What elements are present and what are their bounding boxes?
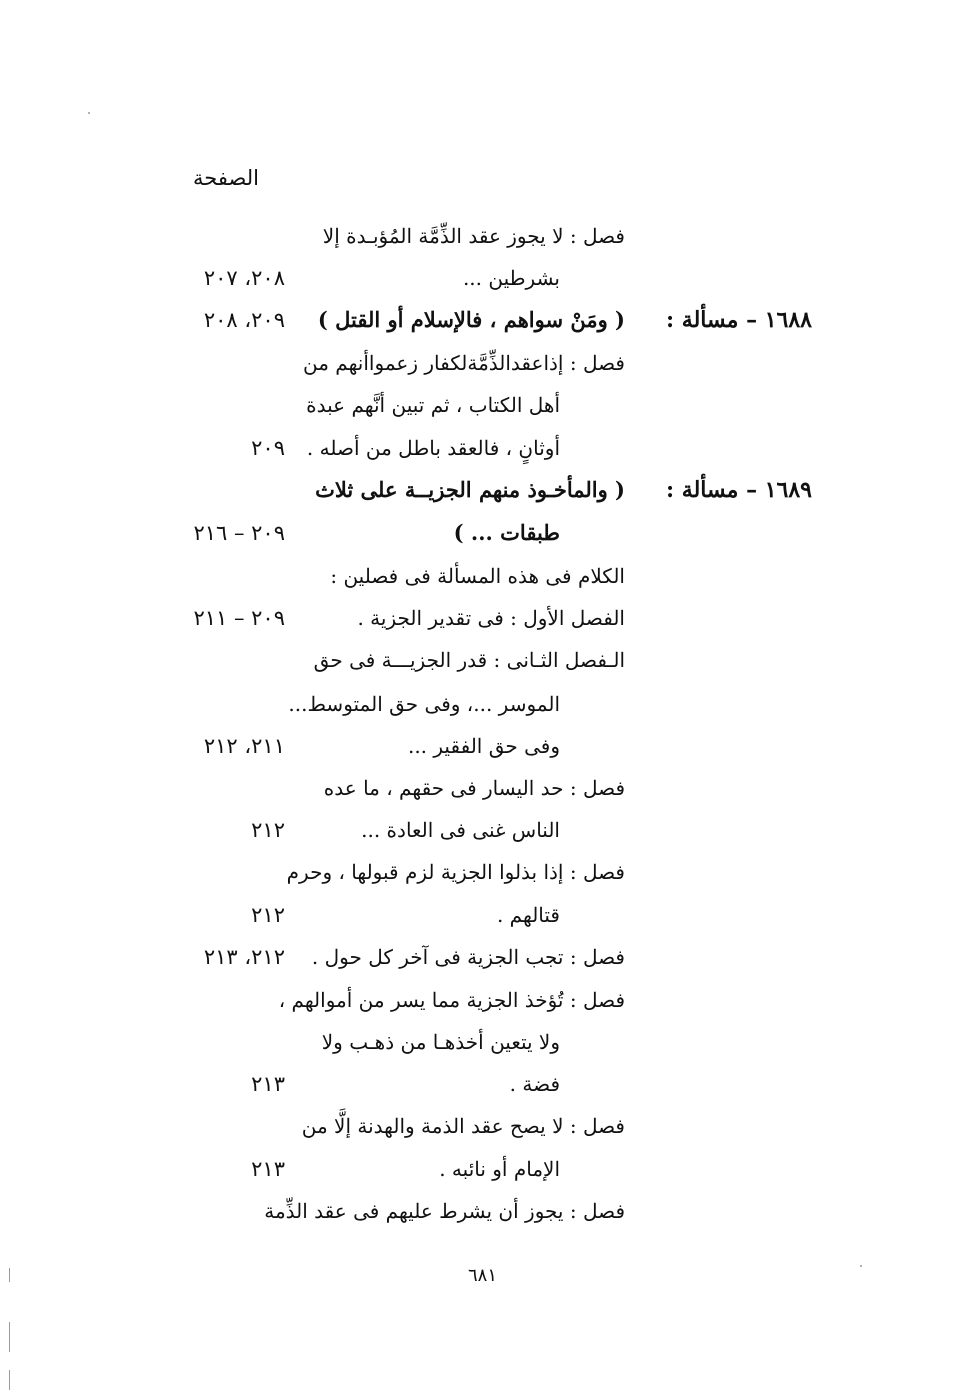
entry-text: الـفصل الثـانى : قدر الجزيـــة فى حق [313, 648, 625, 672]
entry-text: فصل : لا يصح عقد الذمة والهدنة إلَّا من [301, 1114, 625, 1138]
entry-text: فصل : حد اليسار فى حقهم ، ما عده [323, 776, 625, 800]
index-row [0, 513, 965, 553]
index-row [0, 258, 965, 298]
index-row [0, 768, 965, 808]
page-ref: ٢٠٩ – ٢١١ [193, 606, 285, 630]
entry-text: الناس غنى فى العادة ... [361, 818, 560, 842]
index-row [0, 810, 965, 850]
index-row [0, 1064, 965, 1104]
entry-text: فصل : إذا بذلوا الجزية لزم قبولها ، وحرم [286, 860, 625, 884]
index-row [0, 980, 965, 1020]
entry-text: بشرطين ... [462, 266, 560, 290]
scan-speck [860, 1265, 862, 1267]
entry-text: فصل : إذاعقدالذِّمَّةلكفار زعمواأنهم من [302, 351, 625, 375]
page-number: ٦٨١ [467, 1265, 497, 1286]
entry-text: وفى حق الفقير ... [407, 734, 560, 758]
index-row [0, 1149, 965, 1189]
entry-text: ( والمأخـوذ منهم الجزيــة على ثلاث [315, 477, 625, 502]
page-ref: ٢١٢ [251, 818, 285, 842]
index-row [0, 385, 965, 425]
index-row [0, 343, 965, 383]
index-row [0, 300, 965, 340]
entry-text: ( ومَنْ سواهم ، فالإسلام أو القتل ) [317, 307, 625, 332]
page-ref: ٢١٣ [251, 1072, 285, 1096]
question-number: ١٦٨٨ – مسألة : [666, 307, 812, 333]
entry-text: الفصل الأول : فى تقدير الجزية . [357, 606, 625, 630]
entry-text: أهل الكتاب ، ثم تبين أنَّهم عبدة [306, 393, 560, 417]
index-row [0, 470, 965, 510]
index-row [0, 640, 965, 680]
page-ref: ٢١٣ [251, 1157, 285, 1181]
page-ref: ٢١٢، ٢١٣ [203, 945, 285, 969]
index-row [0, 1106, 965, 1146]
page-ref: ٢٠٩ [251, 436, 285, 460]
entry-text: الإمام أو نائبه . [439, 1157, 560, 1181]
page-ref: ٢١٢ [251, 903, 285, 927]
page-ref: ٢٠٩ – ٢١٦ [193, 521, 285, 545]
entry-text: الكلام فى هذه المسألة فى فصلين : [330, 564, 625, 588]
entry-text: فصل : يجوز أن يشرط عليهم فى عقد الذِّمة [264, 1199, 625, 1223]
page-column-header: الصفحة [193, 166, 259, 190]
index-row [0, 1022, 965, 1062]
page-ref: ٢١١، ٢١٢ [203, 734, 285, 758]
index-row [0, 598, 965, 638]
index-row [0, 684, 965, 724]
entry-text: أوثانٍ ، فالعقد باطل من أصله . [306, 436, 560, 460]
scan-margin-line [9, 1268, 10, 1282]
entry-text: الموسر ...، وفى حق المتوسط... [288, 692, 560, 716]
entry-text: قتالهم . [496, 903, 560, 927]
page-ref: ٢٠٨، ٢٠٧ [203, 266, 285, 290]
index-row [0, 428, 965, 468]
entry-text: فصل : تجب الجزية فى آخر كل حول . [311, 945, 625, 969]
entry-text: فصل : لا يجوز عقد الذِّمَّة المُؤبـدة إلا [322, 224, 625, 248]
entry-text: فصل : تُؤخذ الجزية مما يسر من أموالهم ، [278, 988, 625, 1012]
entry-text: فضة . [509, 1072, 560, 1096]
index-row [0, 937, 965, 977]
index-row [0, 726, 965, 766]
entry-text: ولا يتعين أخذهـا من ذهـب ولا [321, 1030, 560, 1054]
index-row [0, 556, 965, 596]
index-row [0, 1191, 965, 1231]
question-number: ١٦٨٩ – مسألة : [666, 477, 812, 503]
scan-margin-line [9, 1322, 10, 1352]
scan-speck [88, 112, 90, 114]
index-row [0, 852, 965, 892]
scan-margin-line [9, 1370, 10, 1390]
page-ref: ٢٠٩، ٢٠٨ [203, 308, 285, 332]
index-row [0, 895, 965, 935]
entry-text: طبقات ... ) [453, 520, 560, 545]
index-row [0, 216, 965, 256]
